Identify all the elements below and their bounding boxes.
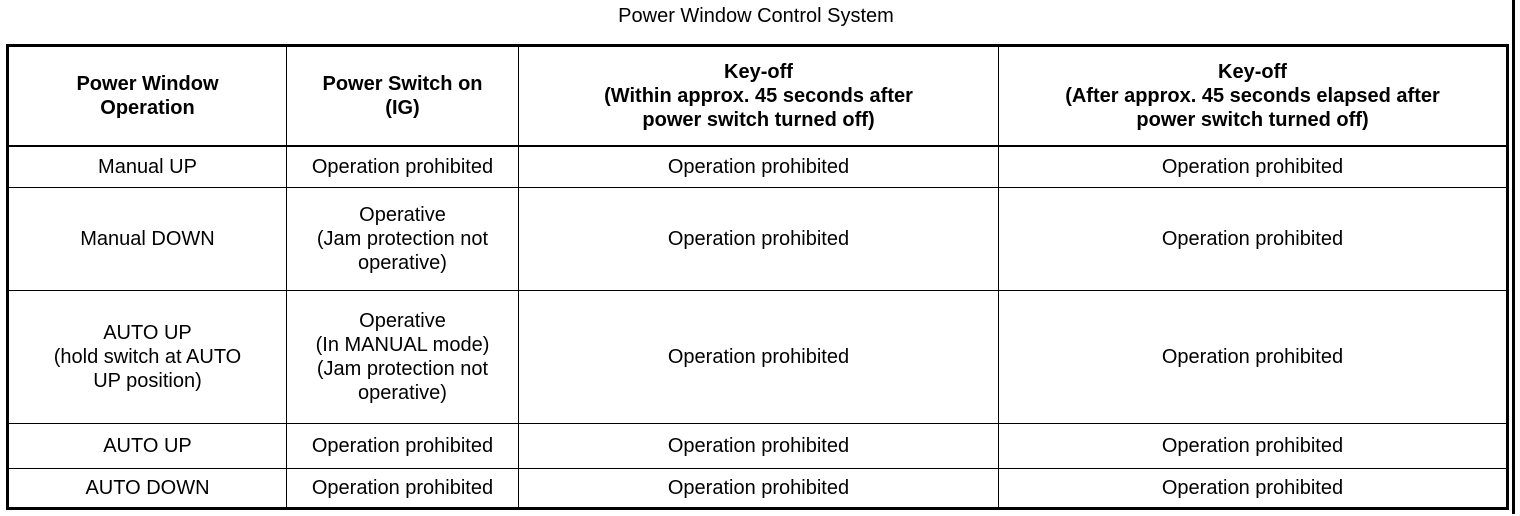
- cell-operation: Manual UP: [8, 146, 287, 188]
- cell-operation: AUTO UP (hold switch at AUTO UP position): [8, 291, 287, 424]
- cell-after-45s: Operation prohibited: [999, 188, 1508, 291]
- table-caption: Power Window Control System: [618, 5, 894, 27]
- table-row: [8, 291, 1508, 424]
- cell-operation: Manual DOWN: [8, 188, 287, 291]
- cell-within-45s: Operation prohibited: [519, 146, 999, 188]
- page-right-border: [1512, 0, 1515, 514]
- cell-after-45s: Operation prohibited: [999, 468, 1508, 508]
- cell-ig: Operation prohibited: [287, 146, 519, 188]
- cell-ig: Operation prohibited: [287, 424, 519, 468]
- cell-operation: AUTO UP: [8, 424, 287, 468]
- header-key-off-within-45s: Key-off (Within approx. 45 seconds after power switch turned off): [519, 46, 999, 146]
- power-window-control-table: [6, 44, 1509, 510]
- cell-after-45s: Operation prohibited: [999, 146, 1508, 188]
- table-row: [8, 424, 1508, 468]
- header-power-window-operation: Power Window Operation: [8, 46, 287, 146]
- cell-within-45s: Operation prohibited: [519, 188, 999, 291]
- cell-within-45s: Operation prohibited: [519, 468, 999, 508]
- cell-ig: Operative (In MANUAL mode) (Jam protection not operative): [287, 291, 519, 424]
- table-row: [8, 188, 1508, 291]
- cell-within-45s: Operation prohibited: [519, 291, 999, 424]
- cell-after-45s: Operation prohibited: [999, 424, 1508, 468]
- cell-ig: Operation prohibited: [287, 468, 519, 508]
- table-row: [8, 146, 1508, 188]
- cell-within-45s: Operation prohibited: [519, 424, 999, 468]
- cell-operation: AUTO DOWN: [8, 468, 287, 508]
- table-header-row: [8, 46, 1508, 146]
- cell-ig: Operative (Jam protection not operative): [287, 188, 519, 291]
- table-row: [8, 468, 1508, 508]
- cell-after-45s: Operation prohibited: [999, 291, 1508, 424]
- header-key-off-after-45s: Key-off (After approx. 45 seconds elapsed after power switch turned off): [999, 46, 1508, 146]
- header-power-switch-on-ig: Power Switch on (IG): [287, 46, 519, 146]
